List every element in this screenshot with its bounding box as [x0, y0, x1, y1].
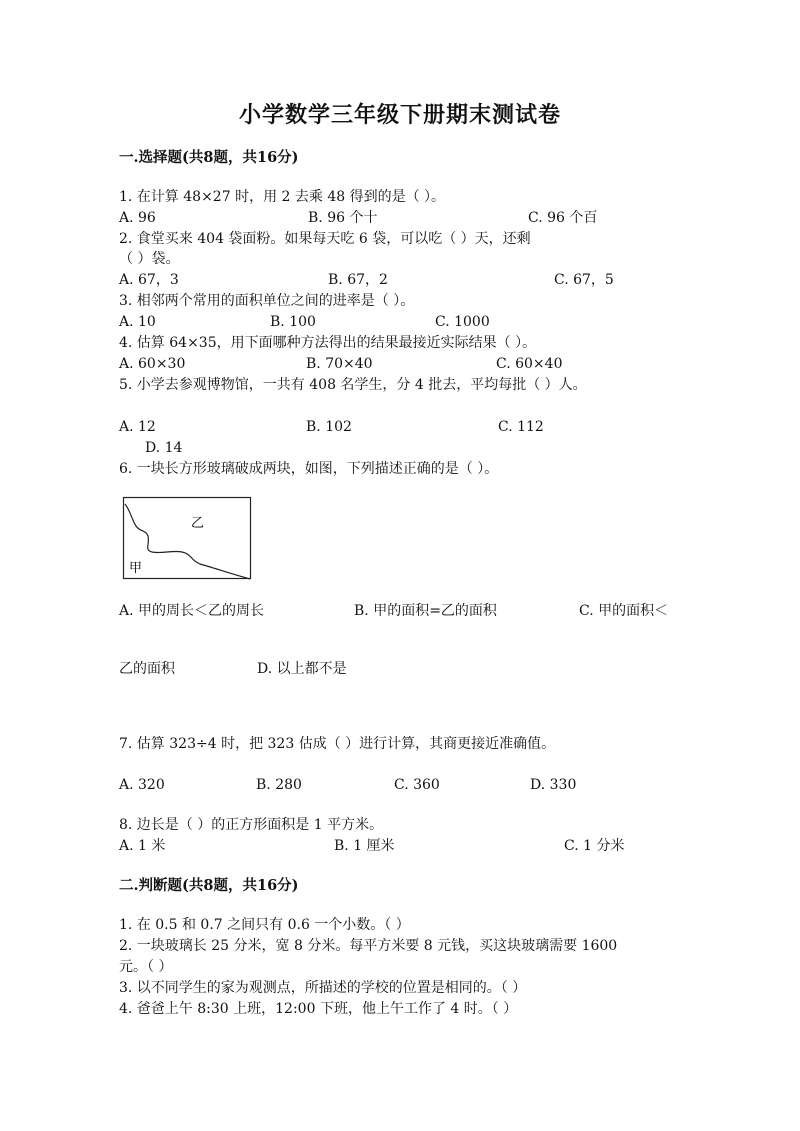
question-8-option-c: C. 1 分米: [564, 838, 625, 854]
question-8-stem: 8. 边长是（ ）的正方形面积是 1 平方米。: [119, 817, 384, 833]
question-6-option-c: C. 甲的面积＜: [579, 603, 669, 619]
question-2-option-b: B. 67，2: [328, 272, 388, 288]
question-7-option-c: C. 360: [394, 777, 440, 793]
question-3-option-c: C. 1000: [435, 314, 490, 330]
broken-glass-figure: [122, 496, 252, 580]
section-heading-choice: 一.选择题(共8题，共16分): [119, 149, 299, 166]
judgment-1: 1. 在 0.5 和 0.7 之间只有 0.6 一个小数。（ ）: [119, 917, 410, 933]
question-4-stem: 4. 估算 64×35，用下面哪种方法得出的结果最接近实际结果（ ）。: [119, 335, 537, 351]
page-title: 小学数学三年级下册期末测试卷: [238, 102, 561, 128]
judgment-4: 4. 爸爸上午 8:30 上班，12:00 下班，他上午工作了 4 时。（ ）: [119, 1001, 518, 1017]
question-5-option-c: C. 112: [498, 419, 544, 435]
question-3-option-a: A. 10: [119, 314, 156, 330]
question-7-option-d: D. 330: [530, 777, 577, 793]
question-2-stem-cont: （ ）袋。: [119, 251, 180, 267]
question-7-option-a: A. 320: [119, 777, 165, 793]
judgment-3: 3. 以不同学生的家为观测点，所描述的学校的位置是相同的。（ ）: [119, 980, 527, 996]
question-6-option-a: A. 甲的周长＜乙的周长: [119, 603, 265, 619]
question-2-stem: 2. 食堂买来 404 袋面粉。如果每天吃 6 袋，可以吃（ ）天，还剩: [119, 231, 531, 247]
question-4-option-a: A. 60×30: [119, 356, 186, 372]
question-6-option-d: D. 以上都不是: [257, 661, 347, 677]
judgment-2: 2. 一块玻璃长 25 分米，宽 8 分米。每平方米要 8 元钱，买这块玻璃需要 1600: [119, 938, 618, 954]
question-7-option-b: B. 280: [256, 777, 302, 793]
question-6-stem: 6. 一块长方形玻璃破成两块，如图，下列描述正确的是（ ）。: [119, 461, 499, 477]
question-8-option-b: B. 1 厘米: [334, 838, 395, 854]
judgment-2-cont: 元。（ ）: [119, 959, 173, 975]
question-4-option-b: B. 70×40: [306, 356, 373, 372]
question-3-option-b: B. 100: [270, 314, 316, 330]
question-6-option-c-cont: 乙的面积: [119, 661, 175, 677]
question-2-option-a: A. 67，3: [119, 272, 179, 288]
question-1-stem: 1. 在计算 48×27 时，用 2 去乘 48 得到的是（ ）。: [119, 189, 446, 205]
broken-glass-drawing: [122, 496, 252, 580]
question-3-stem: 3. 相邻两个常用的面积单位之间的进率是（ ）。: [119, 293, 415, 309]
question-5-option-b: B. 102: [306, 419, 352, 435]
question-7-stem: 7. 估算 323÷4 时，把 323 估成（ ）进行计算，其商更接近准确值。: [119, 736, 556, 752]
question-5-option-d: D. 14: [145, 440, 183, 456]
question-1-option-b: B. 96 个十: [308, 210, 378, 226]
question-4-option-c: C. 60×40: [496, 356, 563, 372]
figure-label-yi: 乙: [191, 516, 205, 531]
question-2-option-c: C. 67，5: [554, 272, 614, 288]
question-5-option-a: A. 12: [119, 419, 156, 435]
question-1-option-c: C. 96 个百: [528, 210, 598, 226]
question-6-option-b: B. 甲的面积=乙的面积: [354, 603, 497, 619]
section-heading-judgment: 二.判断题(共8题，共16分): [119, 877, 299, 894]
question-1-option-a: A. 96: [119, 210, 156, 226]
question-8-option-a: A. 1 米: [119, 838, 166, 854]
figure-label-jia: 甲: [129, 561, 143, 576]
question-5-stem: 5. 小学去参观博物馆，一共有 408 名学生，分 4 批去，平均每批（ ）人。: [119, 377, 587, 393]
